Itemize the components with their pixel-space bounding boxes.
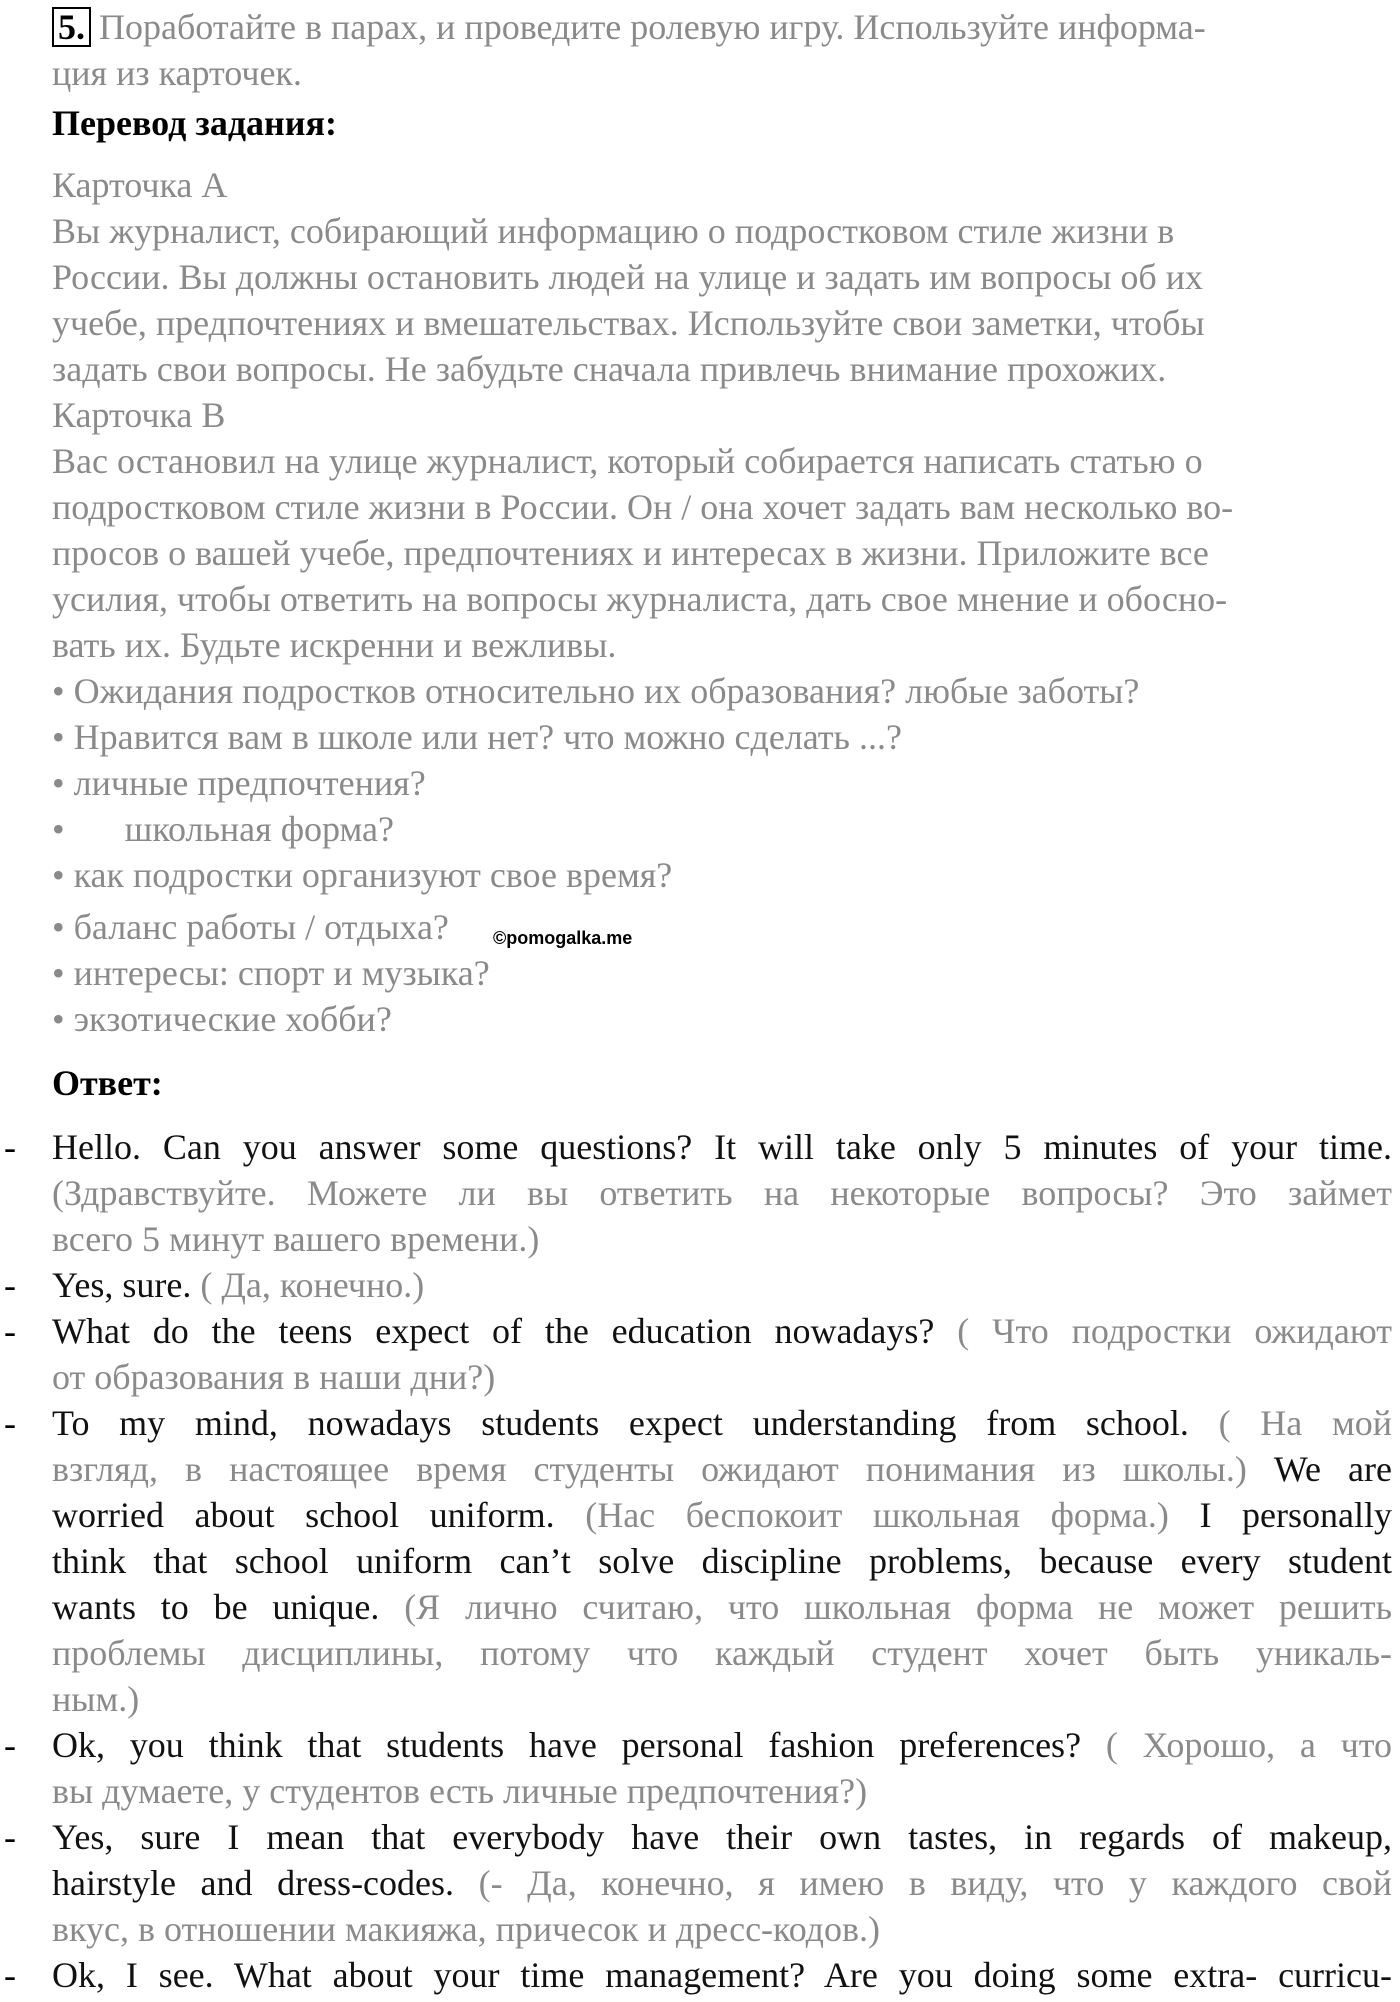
card-a-line: задать свои вопросы. Не забудьте сначала привлечь внимание прохожих. bbox=[52, 349, 1167, 389]
dialog-dash: - bbox=[4, 1311, 16, 1351]
dialog-line: взгляд, в настоящее время студенты ожидают понимания из школы.) We are bbox=[52, 1449, 1392, 1489]
bullet-item bbox=[52, 806, 1392, 852]
dialog-translation: от образования в наши дни?) bbox=[52, 1357, 496, 1397]
bullet-item: • Нравится вам в школе или нет? что можно сделать ...? bbox=[52, 717, 902, 757]
card-b-line: усилия, чтобы ответить на вопросы журналиста, дать свое мнение и обосно- bbox=[52, 579, 1228, 619]
dialog-line: wants to be unique. (Я лично считаю, что школьная форма не может решить bbox=[52, 1587, 1393, 1627]
task-number: 5. bbox=[52, 7, 91, 47]
bullet-item: • как подростки организуют свое время? bbox=[52, 855, 673, 895]
dialog-line: Ok, I see. What about your time management? Are you doing some extra- curricu- bbox=[52, 1955, 1392, 1995]
dialog-translation: всего 5 минут вашего времени.) bbox=[52, 1219, 540, 1259]
bullet-item: • баланс работы / отдыха? bbox=[52, 907, 449, 947]
dialog-line: What do the teens expect of the education nowadays? ( Что подростки ожидают bbox=[52, 1311, 1393, 1351]
bullet-item: • интересы: спорт и музыка? bbox=[52, 953, 490, 993]
bullet-item: • личные предпочтения? bbox=[52, 763, 426, 803]
dialog-translation: вкус, в отношении макияжа, причесок и дресс-кодов.) bbox=[52, 1909, 880, 1949]
dialog-dash: - bbox=[4, 1127, 16, 1167]
dialog-dash: - bbox=[4, 1265, 16, 1305]
dialog-dash: - bbox=[4, 1817, 16, 1857]
dialog-translation: проблемы дисциплины, потому что каждый студент хочет быть уникаль- bbox=[52, 1633, 1392, 1673]
dialog-line: Yes, sure. ( Да, конечно.) bbox=[52, 1265, 425, 1305]
card-a-line: Вы журналист, собирающий информацию о подростковом стиле жизни в bbox=[52, 211, 1175, 251]
dialog-translation: вы думаете, у студентов есть личные предпочтения?) bbox=[52, 1771, 868, 1811]
card-a-line: России. Вы должны остановить людей на улице и задать им вопросы об их bbox=[52, 257, 1203, 297]
bullet-mark: • bbox=[52, 809, 65, 849]
card-b-line: вать их. Будьте искренни и вежливы. bbox=[52, 625, 617, 665]
card-a-title: Карточка А bbox=[52, 165, 228, 205]
card-b-line: подростковом стиле жизни в России. Он / она хочет задать вам несколько во- bbox=[52, 487, 1234, 527]
dialog-line: Ok, you think that students have personal fashion preferences? ( Хорошо, а что bbox=[52, 1725, 1393, 1765]
translation-heading: Перевод задания: bbox=[52, 103, 337, 143]
dialog-dash: - bbox=[4, 1725, 16, 1765]
dialog-translation: ным.) bbox=[52, 1679, 140, 1719]
dialog-line: To my mind, nowadays students expect understanding from school. ( На мой bbox=[52, 1403, 1392, 1443]
bullet-item: • экзотические хобби? bbox=[52, 999, 392, 1039]
dialog-translation: (Здравствуйте. Можете ли вы ответить на некоторые вопросы? Это займет bbox=[52, 1173, 1392, 1213]
dialog-line: worried about school uniform. (Нас беспокоит школьная форма.) I personally bbox=[52, 1495, 1392, 1535]
task-instruction-line2: ция из карточек. bbox=[52, 53, 302, 93]
dialog-dash: - bbox=[4, 1955, 16, 1995]
watermark: ©pomogalka.me bbox=[493, 928, 633, 948]
card-b-line: Вас остановил на улице журналист, который собирается написать статью о bbox=[52, 441, 1203, 481]
bullet-item: • Ожидания подростков относительно их образования? любые заботы? bbox=[52, 671, 1140, 711]
dialog-line: Hello. Can you answer some questions? It will take only 5 minutes of your time. bbox=[52, 1127, 1392, 1167]
card-a-line: учебе, предпочтениях и вмешательствах. Используйте свои заметки, чтобы bbox=[52, 303, 1205, 343]
bullet-text: школьная форма? bbox=[124, 809, 394, 849]
dialog-line: Yes, sure I mean that everybody have their own tastes, in regards of makeup, bbox=[52, 1817, 1392, 1857]
card-b-line: просов о вашей учебе, предпочтениях и интересах в жизни. Приложите все bbox=[52, 533, 1209, 573]
dialog-line: think that school uniform can’t solve discipline problems, because every student bbox=[52, 1541, 1392, 1581]
dialog-line: hairstyle and dress-codes. (- Да, конечно, я имею в виду, что у каждого свой bbox=[52, 1863, 1393, 1903]
card-b-title: Карточка В bbox=[52, 395, 226, 435]
dialog-dash: - bbox=[4, 1403, 16, 1443]
task-instruction-line1: 5. Поработайте в парах, и проведите ролевую игру. Используйте информа- bbox=[52, 4, 1392, 50]
answer-heading: Ответ: bbox=[52, 1063, 163, 1103]
